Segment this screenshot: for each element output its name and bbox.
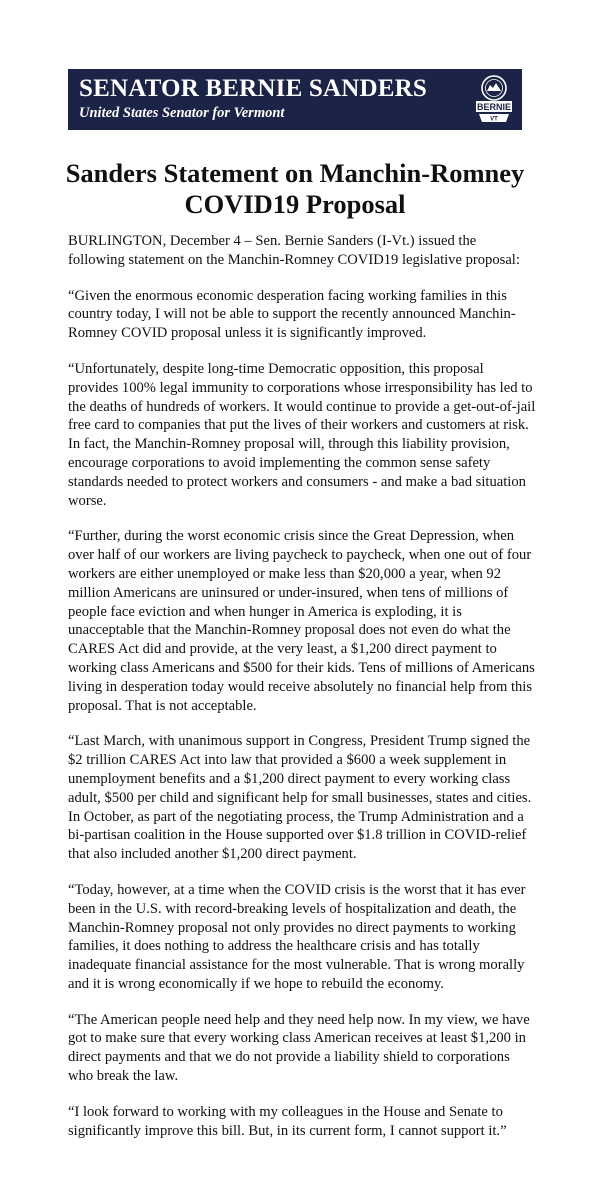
senator-name: SENATOR BERNIE SANDERS	[79, 75, 428, 102]
seal-logo-icon	[473, 73, 515, 126]
seal-sub-text: VT	[490, 116, 498, 123]
seal-text: BERNIE	[476, 102, 512, 112]
page-title: Sanders Statement on Manchin-Romney COVID19 Proposal	[65, 158, 525, 219]
paragraph: “Last March, with unanimous support in Congress, President Trump signed the $2 trillion CARES Act into law that provided a $600 a week supplement in unemployment benefits and a $1,200 direct payment to every working class adult, $500 per child and significant help for small businesses, states and cities. In October, as part of the negotiating process, the Trump Administration and a bi-partisan coalition in the House supported over $1.8 trillion in COVID-relief that also included another $1,200 direct payment.	[68, 733, 532, 863]
paragraph: “Given the enormous economic desperation facing working families in this country today, I will not be able to support the recently announced Manchin-Romney COVID proposal unless it is significantly improved.	[68, 287, 516, 342]
paragraph: “Further, during the worst economic crisis since the Great Depression, when over half of our workers are living paycheck to paycheck, when one out of four workers are either unemployed or make less than $20,000 a year, when 92 million Americans are uninsured or under-insured, when tens of millions of people face eviction and when hunger in America is exploding, it is unacceptable that the Manchin-Romney proposal does not even do what the CARES Act did and provide, at the very least, a $1,200 direct payment to working class Americans and $500 for their kids. Tens of millions of Americans living in desperation today would receive absolutely no financial help from this proposal. That is not acceptable.	[68, 528, 535, 714]
statement-body	[68, 232, 536, 1157]
paragraph: “I look forward to working with my colleagues in the House and Senate to significantly improve this bill. But, in its current form, I cannot support it.”	[68, 1103, 507, 1139]
letterhead-banner	[68, 69, 522, 130]
senator-subtitle: United States Senator for Vermont	[79, 105, 285, 121]
paragraph-dateline: BURLINGTON, December 4 – Sen. Bernie Sanders (I-Vt.) issued the following statement on the Manchin-Romney COVID19 legislative proposal:	[68, 233, 520, 268]
paragraph: “Unfortunately, despite long-time Democratic opposition, this proposal provides 100% legal immunity to corporations whose irresponsibility has led to the deaths of hundreds of workers. It would continue to provide a get-out-of-jail free card to companies that put the lives of their workers and customers at risk. In fact, the Manchin-Romney proposal will, through this liability provision, encourage corporations to avoid implementing the common sense safety standards needed to protect workers and consumers - and make a bad situation worse.	[68, 360, 536, 509]
paragraph: “Today, however, at a time when the COVID crisis is the worst that it has ever been in the U.S. with record-breaking levels of hospitalization and death, the Manchin-Romney proposal not only provides no direct payments to working families, it does nothing to address the healthcare crisis and has totally inadequate financial assistance for the most vulnerable. That is wrong morally and it is wrong economically if we hope to rebuild the economy.	[68, 881, 526, 992]
paragraph: “The American people need help and they need help now. In my view, we have got to make sure that every working class American receives at least $1,200 in direct payments and that we do not provide a liability shield to corporations who break the law.	[68, 1011, 530, 1085]
